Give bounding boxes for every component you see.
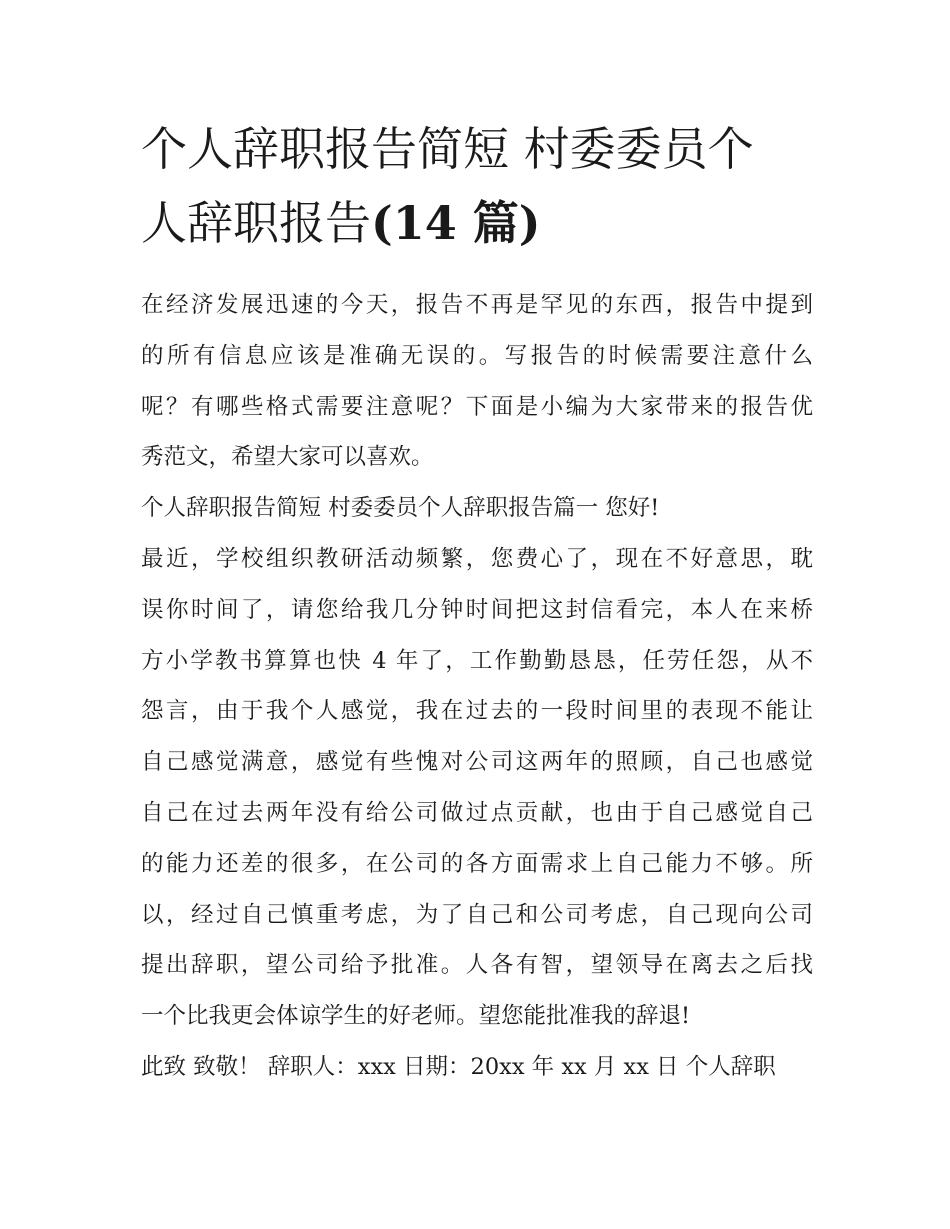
title-line-2-text: 人辞职报告 [141,196,371,250]
document-body [141,280,813,1093]
document-page [141,112,813,1093]
body-line: 方小学教书算算也快 4 年了，工作勤勤恳恳，任劳任怨，从不 [141,647,813,674]
body-line: 呢？有哪些格式需要注意呢？下面是小编为大家带来的报告优 [141,393,813,420]
body-line: 误你时间了，请您给我几分钟时间把这封信看完，本人在来桥 [141,596,813,623]
title-suffix: (14 篇) [371,196,541,250]
body-line: 以，经过自己慎重考虑，为了自己和公司考虑，自己现向公司 [141,901,813,928]
body-line: 在经济发展迅速的今天，报告不再是罕见的东西，报告中提到 [141,292,813,318]
body-line: 自己感觉满意，感觉有些愧对公司这两年的照顾，自己也感觉 [141,749,813,776]
body-line: 的能力还差的很多，在公司的各方面需求上自己能力不够。所 [141,850,813,877]
body-line: 秀范文，希望大家可以喜欢。 [141,444,434,471]
title-line-2 [141,186,813,260]
closing-line: 此致 致敬！ 辞职人：xxx 日期：20xx 年 xx 月 xx 日 个人辞职 [141,1053,776,1080]
body-line: 自己在过去两年没有给公司做过点贡献，也由于自己感觉自己 [141,799,813,826]
body-line: 一个比我更会体谅学生的好老师。望您能批准我的辞退! [141,1003,691,1030]
body-line: 最近，学校组织教研活动频繁，您费心了，现在不好意思，耽 [141,545,813,572]
body-line: 提出辞职，望公司给予批准。人各有智，望领导在离去之后找 [141,952,813,979]
section-heading: 个人辞职报告简短 村委委员个人辞职报告篇一 您好! [141,495,660,522]
title-line-1: 个人辞职报告简短 村委委员个 [141,122,754,176]
body-line: 的所有信息应该是准确无误的。写报告的时候需要注意什么 [141,342,813,369]
body-line: 怨言，由于我个人感觉，我在过去的一段时间里的表现不能让 [141,698,813,725]
document-title [141,112,813,260]
